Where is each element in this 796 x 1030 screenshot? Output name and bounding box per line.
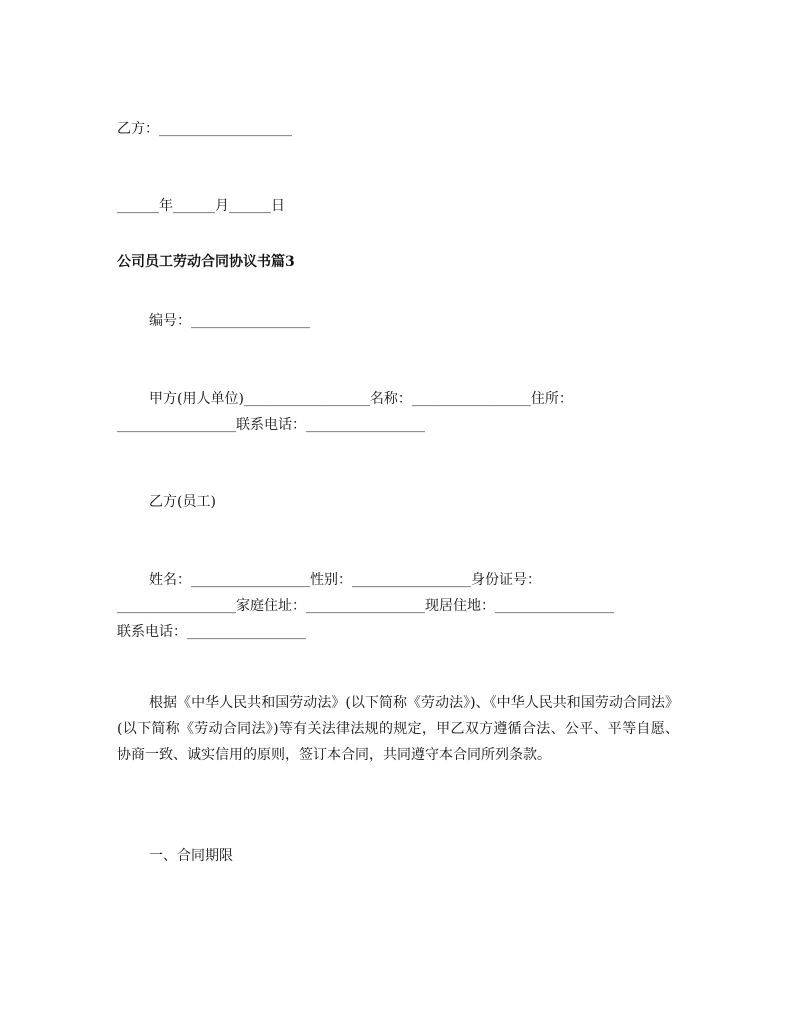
party-a-info-line-1: 甲方(用人单位)__________________名称：_________________住所： bbox=[149, 391, 573, 407]
date-line: ______年______月______日 bbox=[117, 198, 285, 214]
section-heading: 公司员工劳动合同协议书篇3 bbox=[117, 254, 295, 270]
party-a-info-line-2: _________________联系电话：_________________ bbox=[117, 417, 425, 433]
party-b-employee-label: 乙方(员工) bbox=[149, 494, 216, 510]
party-b-signature-line: 乙方：___________________ bbox=[117, 121, 292, 137]
legal-basis-paragraph: 根据《中华人民共和国劳动法》(以下简称《劳动法》)、《中华人民共和国劳动合同法》(以下简称《劳动合同法》)等有关法律法规的规定，甲乙双方遵循合法、公平、平等自愿、协商一致、诚实信用的原则，签订本合同，共同遵守本合同所列条款。 bbox=[117, 695, 679, 763]
contract-number-line: 编号：_________________ bbox=[149, 313, 310, 329]
employee-info-line-1: 姓名：_________________性别：_________________身份证号： bbox=[149, 572, 541, 588]
employee-info-line-2: _________________家庭住址：_________________现居住地：_________________ bbox=[117, 598, 614, 614]
section-contract-term: 一、合同期限 bbox=[149, 848, 233, 864]
employee-info-line-3: 联系电话：_________________ bbox=[117, 624, 306, 640]
